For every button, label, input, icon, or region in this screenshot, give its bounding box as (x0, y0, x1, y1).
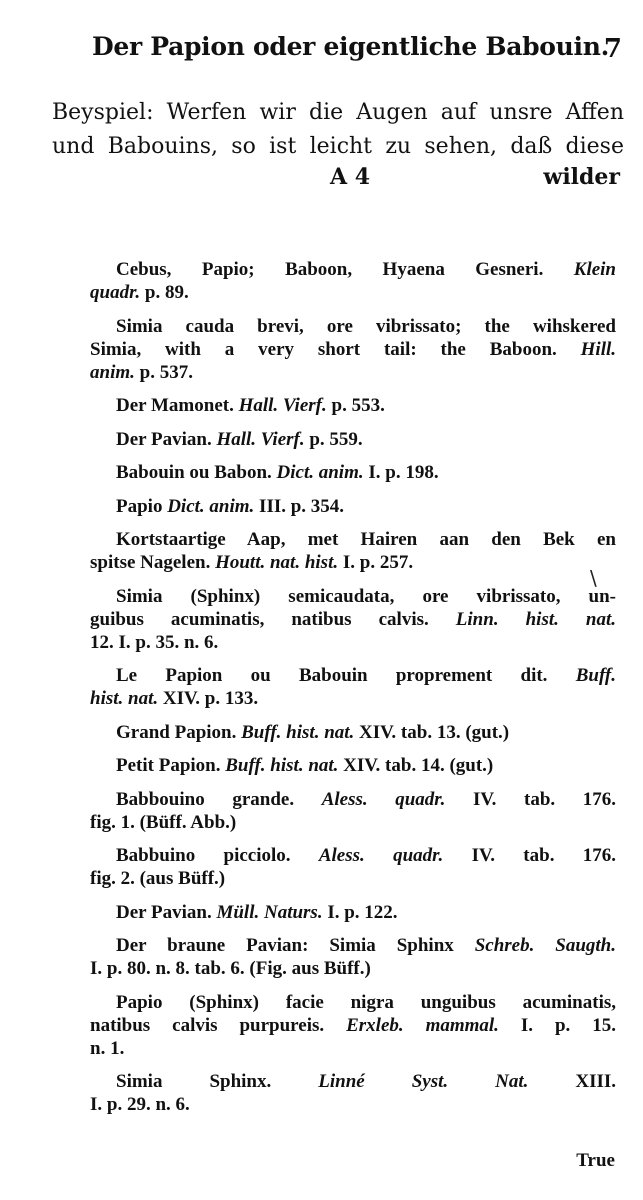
citation-locator: I. p. 15. (498, 1014, 616, 1036)
synonymy-entry (90, 428, 616, 451)
synonymy-text: 12. I. p. 35. n. 6. (90, 631, 219, 653)
synonymy-text: guibus acuminatis, natibus calvis. (90, 608, 429, 630)
stray-mark: \ (590, 566, 597, 590)
citation: Houtt. nat. hist. (215, 552, 339, 573)
synonymy-entry (90, 844, 616, 890)
citation: Hall. Vierf. (238, 395, 327, 416)
synonymy-line (90, 788, 616, 811)
synonymy-line (90, 721, 616, 744)
synonymy-line (90, 687, 616, 710)
synonymy-text: Kortstaartige Aap, met Hairen aan den Bek en (116, 529, 616, 550)
synonymy-line (90, 991, 616, 1014)
synonymy-text: Der Pavian. (116, 428, 212, 450)
synonymy-entry (90, 1070, 616, 1116)
citation-locator: p. 89. (140, 282, 189, 303)
synonymy-line (90, 585, 616, 608)
body-paragraph (52, 96, 624, 164)
citation: quadr. (90, 282, 141, 303)
synonymy-text: Simia (Sphinx) semicaudata, ore vibrissato, un- (116, 585, 616, 607)
body-catchword: wilder (543, 164, 620, 190)
synonymy-text: fig. 2. (aus Büff.) (90, 868, 226, 889)
citation: Dict. anim. (167, 495, 255, 517)
synonymy-entry (90, 991, 616, 1060)
synonymy-line (90, 394, 616, 417)
synonymy-line (90, 934, 616, 957)
synonymy-entry (90, 585, 616, 654)
citation: Aless. quadr. (318, 845, 444, 866)
synonymy-text: Papio (Sphinx) facie nigra unguibus acuminatis, (116, 991, 616, 1013)
synonymy-line (90, 754, 616, 777)
synonymy-entry (90, 721, 616, 744)
synonymy-entry (90, 258, 616, 304)
body-line: und Babouins, so ist leicht zu sehen, daß diese (52, 134, 624, 159)
signature-row (52, 164, 620, 198)
synonymy-text: Petit Papion. (116, 755, 221, 776)
synonymy-line (90, 631, 616, 654)
citation: Dict. anim. (276, 462, 364, 483)
synonymy-line (90, 901, 616, 924)
citation: Klein (573, 259, 616, 280)
synonymy-text: Simia Sphinx. (116, 1071, 272, 1092)
synonymy-entry (90, 934, 616, 980)
synonymy-text: Simia, with a very short tail: the Baboon. (90, 338, 557, 360)
citation: Buff. hist. nat. (241, 721, 355, 743)
synonymy-line (90, 361, 616, 384)
synonymy-line (90, 811, 616, 834)
body-line: Beyspiel: Werfen wir die Augen auf unsre Affen (52, 100, 624, 125)
signature-mark: A 4 (330, 164, 371, 190)
synonymy-text: I. p. 80. n. 8. tab. 6. (Fig. aus Büff.) (90, 958, 371, 979)
synonymy-entry (90, 394, 616, 417)
synonymy-line (90, 1093, 616, 1116)
synonymy-text: Cebus, Papio; Baboon, Hyaena Gesneri. (116, 259, 544, 280)
citation: Buff. hist. nat. (225, 755, 339, 776)
citation-locator: I. p. 198. (363, 462, 439, 483)
citation: Hill. (580, 338, 617, 360)
citation: anim. (90, 361, 135, 383)
synonymy-line (90, 1014, 616, 1037)
synonymy-line (90, 495, 616, 518)
citation-locator: XIV. tab. 14. (gut.) (338, 755, 494, 776)
synonymy-line (90, 461, 616, 484)
citation: Schreb. Saugth. (474, 935, 616, 956)
footer-catchword: True (576, 1150, 615, 1171)
synonymy-text: Der Pavian. (116, 901, 212, 923)
synonymy-text: Babbouino grande. (116, 788, 295, 810)
synonymy-text: natibus calvis purpureis. (90, 1014, 325, 1036)
citation: Aless. quadr. (321, 788, 446, 810)
synonymy-line (90, 551, 616, 574)
synonymy-entry (90, 315, 616, 384)
synonymy-line (90, 428, 616, 451)
citation-locator: IV. tab. 176. (443, 845, 616, 866)
synonymy-line (90, 867, 616, 890)
citation: Buff. (575, 665, 617, 686)
citation: hist. nat. (90, 688, 159, 709)
synonymy-text: Papio (116, 495, 163, 517)
synonymy-list (90, 258, 616, 1127)
page-header (92, 28, 628, 78)
citation-locator: p. 559. (304, 428, 363, 450)
synonymy-text: Le Papion ou Babouin proprement dit. (116, 665, 548, 686)
synonymy-line (90, 1037, 616, 1060)
synonymy-line (90, 258, 616, 281)
synonymy-line (90, 315, 616, 338)
synonymy-text: fig. 1. (Büff. Abb.) (90, 811, 237, 833)
synonymy-text: Der Mamonet. (116, 395, 234, 416)
synonymy-line (90, 1070, 616, 1093)
synonymy-entry (90, 754, 616, 777)
citation-locator: XIV. tab. 13. (gut.) (354, 721, 510, 743)
page-number: 7 (603, 34, 622, 64)
synonymy-text: I. p. 29. n. 6. (90, 1094, 190, 1115)
synonymy-line (90, 281, 616, 304)
synonymy-entry (90, 664, 616, 710)
synonymy-text: spitse Nagelen. (90, 552, 211, 573)
synonymy-entry (90, 495, 616, 518)
synonymy-line (90, 844, 616, 867)
citation-locator: p. 553. (326, 395, 385, 416)
citation: Hall. Vierf. (216, 428, 305, 450)
running-head: Der Papion oder eigentliche Babouin. (92, 32, 610, 61)
citation: Linné Syst. Nat. (318, 1071, 529, 1092)
synonymy-text: Der braune Pavian: Simia Sphinx (116, 935, 454, 956)
synonymy-text: n. 1. (90, 1037, 125, 1059)
citation-locator: XIV. p. 133. (158, 688, 259, 709)
synonymy-line (90, 957, 616, 980)
citation: Müll. Naturs. (216, 901, 323, 923)
synonymy-entry (90, 901, 616, 924)
citation-locator: I. p. 122. (322, 901, 398, 923)
synonymy-line (90, 664, 616, 687)
synonymy-line (90, 338, 616, 361)
citation-locator: IV. tab. 176. (445, 788, 616, 810)
citation-locator: XIII. (528, 1071, 617, 1092)
synonymy-text: Simia cauda brevi, ore vibrissato; the wihskered (116, 315, 616, 337)
synonymy-text: Babbuino picciolo. (116, 845, 291, 866)
synonymy-line (90, 528, 616, 551)
synonymy-entry (90, 528, 616, 574)
citation-locator: I. p. 257. (338, 552, 414, 573)
synonymy-line (90, 608, 616, 631)
synonymy-entry (90, 788, 616, 834)
citation-locator: III. p. 354. (254, 495, 345, 517)
synonymy-entry (90, 461, 616, 484)
synonymy-text: Babouin ou Babon. (116, 462, 272, 483)
synonymy-text: Grand Papion. (116, 721, 237, 743)
citation-locator: p. 537. (134, 361, 193, 383)
citation: Linn. hist. nat. (455, 608, 617, 630)
citation: Erxleb. mammal. (346, 1014, 499, 1036)
